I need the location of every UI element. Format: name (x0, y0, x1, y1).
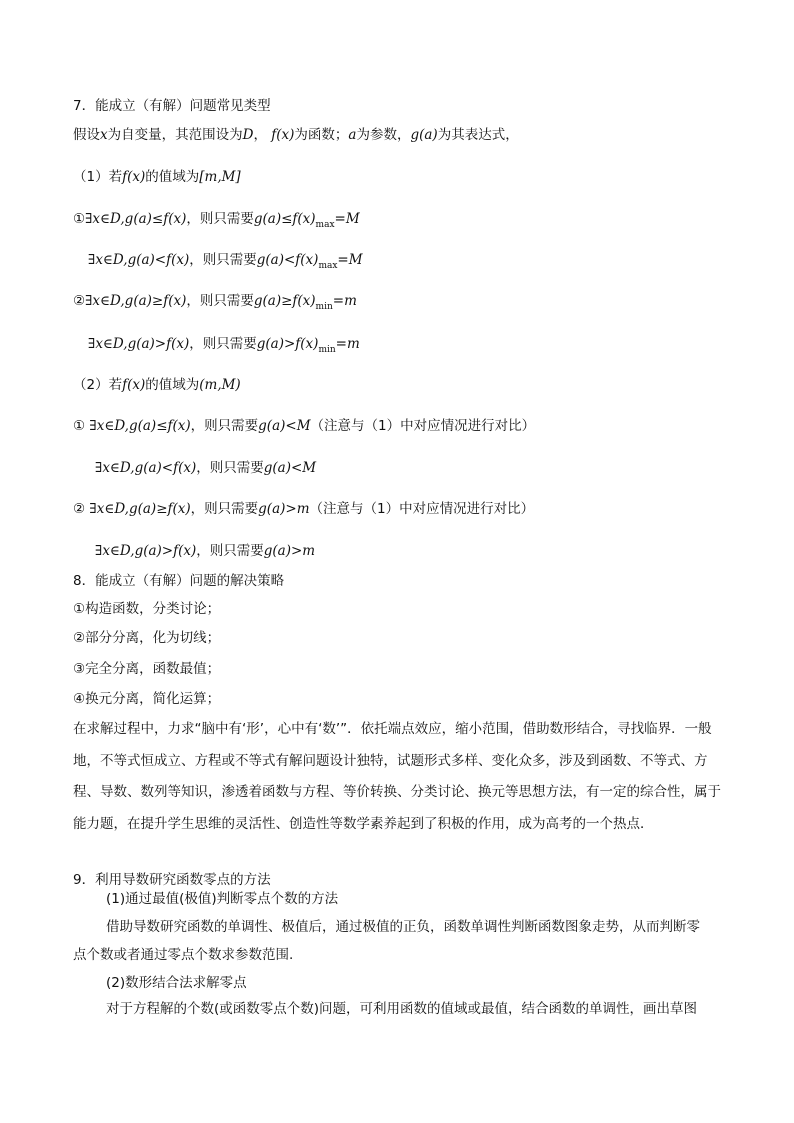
section-7-heading: 7．能成立（有解）问题常见类型 (73, 98, 271, 114)
case-1-row-3: ②∃x∈D,g(a)≥f(x)，则只需要$g(a)\ge f(x)_{min}=m$ (73, 293, 357, 312)
strategy-item: ①构造函数，分类讨论； (73, 601, 221, 617)
case-2-row-2: ∃x∈D,g(a)<f(x)，则只需要g(a)<M (95, 460, 317, 476)
section-7-intro: 假设x为自变量，其范围设为D， f(x)为函数；a为参数，g(a)为其表达式， (73, 127, 519, 143)
case-1-row-4: ∃x∈D,g(a)>f(x)，则只需要$g(a)>f(x)_{min}=m$ (88, 336, 360, 355)
strategy-item: ④换元分离，简化运算； (73, 691, 221, 707)
strategy-item: ②部分分离，化为切线； (73, 630, 221, 646)
strategy-item: ③完全分离，函数最值； (73, 661, 221, 677)
method-1-text-line-1: 借助导数研究函数的单调性、极值后，通过极值的正负，函数单调性判断函数图象走势，从而判断零 (106, 919, 700, 935)
case-1-header: （1）若f(x)的值域为[m,M] (73, 169, 241, 185)
section-8-paragraph: 在求解过程中，力求“脑中有‘形’，心中有‘数’”．依托端点效应，缩小范围，借助数形结合，寻找临界．一般地，不等式恒成立、方程或不等式有解问题设计独特，试题形式多样、变化众多，涉及到函数、不等式、方程、导数、数列等知识，渗透着函数与方程、等价转换、分类讨论、换元等思想方法，有一定的综合性，属于能力题，在提升学生思维的灵活性、创造性等数学素养起到了积极的作用，成为高考的一个热点． (73, 721, 721, 832)
method-1-text-line-2: 点个数或者通过零点个数求参数范围. (73, 947, 294, 963)
section-9-heading: 9．利用导数研究函数零点的方法 (73, 872, 271, 888)
case-1-row-2: ∃x∈D,g(a)<f(x)，则只需要$g(a)<f(x)_{max}=M$ (88, 252, 363, 271)
case-2-header: （2）若f(x)的值域为(m,M) (73, 377, 241, 393)
case-1-row-1: ①∃x∈D,g(a)≤f(x)，则只需要$g(a)\le f(x)_{max}=M$ (73, 211, 360, 230)
method-2-title: (2)数形结合法求解零点 (106, 975, 247, 991)
method-1-title: (1)通过最值(极值)判断零点个数的方法 (106, 891, 339, 907)
case-2-row-3: ② ∃x∈D,g(a)≥f(x)，则只需要g(a)>m（注意与（1）中对应情况进行对比） (73, 501, 535, 517)
case-2-row-4: ∃x∈D,g(a)>f(x)，则只需要g(a)>m (95, 543, 316, 559)
section-8-heading: 8．能成立（有解）问题的解决策略 (73, 573, 285, 589)
case-2-row-1: ① ∃x∈D,g(a)≤f(x)，则只需要g(a)<M（注意与（1）中对应情况进行对比） (73, 418, 536, 434)
method-2-text-line-1: 对于方程解的个数(或函数零点个数)问题，可利用函数的值域或最值，结合函数的单调性，画出草图 (106, 1001, 698, 1017)
